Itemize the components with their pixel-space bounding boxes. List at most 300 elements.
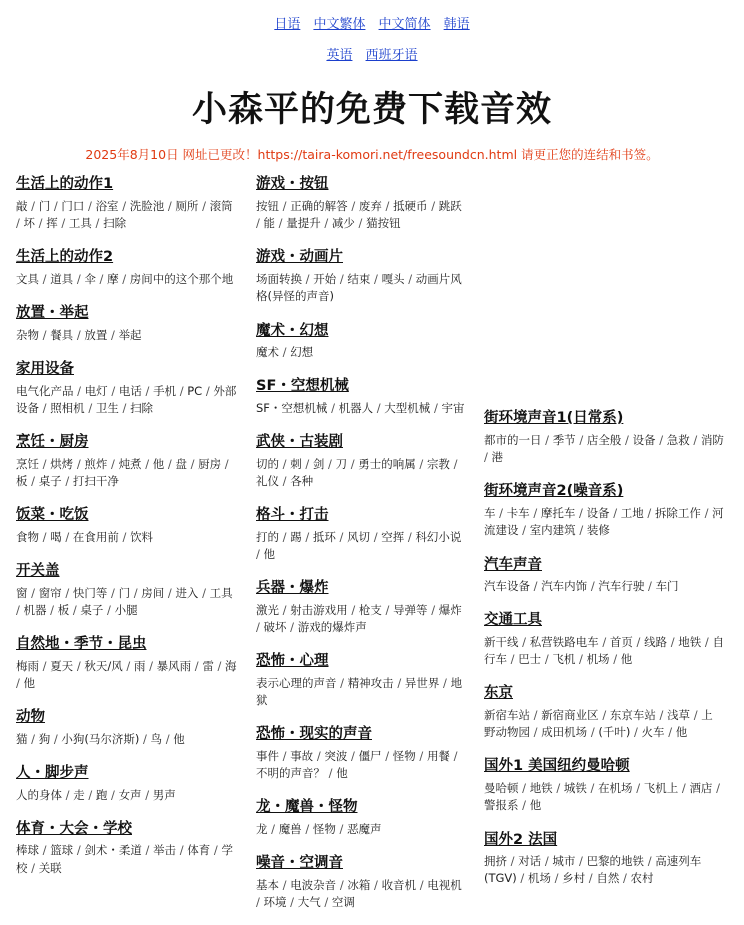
category-item-link[interactable]: 射击游戏用 <box>290 602 348 617</box>
category-item-link[interactable]: 嘎头 <box>381 272 405 286</box>
category-item-link[interactable]: 农村 <box>630 871 654 886</box>
item-separator: / <box>122 658 134 673</box>
category-item-list <box>484 578 724 595</box>
item-separator: / <box>404 529 416 544</box>
category-item-link[interactable]: 食物 <box>16 529 39 544</box>
item-separator: / <box>336 877 348 892</box>
category-item-link[interactable]: 空调 <box>331 895 355 910</box>
category-item-link[interactable]: 对话 <box>518 854 542 869</box>
category-item-link[interactable]: 机器 <box>23 602 47 617</box>
lang-link-zh-cn[interactable]: 中文简体 <box>378 17 431 32</box>
category-item-link[interactable]: 卡车 <box>506 506 530 520</box>
category-title-link[interactable]: 武侠・古装剧 <box>256 434 343 451</box>
item-separator: / <box>416 877 428 892</box>
category-title-link[interactable]: 开关盖 <box>16 563 60 579</box>
category-title-link[interactable]: 游戏・按钮 <box>256 176 329 193</box>
category-item-link[interactable]: 礼仪 <box>256 473 279 488</box>
category-item-link[interactable]: 梅雨 <box>16 658 39 673</box>
item-separator: / <box>16 602 24 617</box>
category-item-link[interactable]: 动画片风格(异怪的声音) <box>256 272 462 304</box>
item-separator: / <box>69 602 81 617</box>
item-separator: / <box>176 383 188 398</box>
category-item-link[interactable]: 空挥 <box>381 529 405 544</box>
lang-link-ja[interactable]: 日语 <box>274 17 301 32</box>
category-item-link[interactable]: 成田机场 <box>541 725 588 740</box>
category-title-link[interactable]: 游戏・动画片 <box>256 249 343 266</box>
category-title-link[interactable]: 街环境声音2(噪音系) <box>484 483 624 500</box>
category-item-link[interactable]: 都市的一日 <box>484 432 542 447</box>
category-item-link[interactable]: 摩 <box>107 272 119 286</box>
category-item-link[interactable]: 设备 <box>586 506 610 520</box>
category-item-link[interactable]: 首页 <box>609 634 633 649</box>
category-item-link[interactable]: 正确的解答 <box>290 198 348 213</box>
category-item-link[interactable]: 篮球 <box>50 843 74 858</box>
category-item-link[interactable]: 男声 <box>152 787 176 802</box>
category-item-link[interactable]: 曼哈顿 <box>484 781 519 795</box>
category-item-link[interactable]: 关联 <box>38 860 62 875</box>
category-item-link[interactable]: 新宿车站 <box>484 707 530 722</box>
category-item-link[interactable]: 废弃 <box>358 198 382 213</box>
item-separator: / <box>325 766 337 781</box>
category-item-link[interactable]: 魔术 <box>256 345 279 360</box>
category-item-link[interactable]: 手机 <box>153 383 177 398</box>
category-item-link[interactable]: 学校 <box>16 843 233 875</box>
item-separator: / <box>73 658 85 673</box>
category-item-link[interactable]: 宗教 <box>426 456 450 471</box>
category-item-link[interactable]: 他 <box>263 547 276 561</box>
category-item-link[interactable]: 卫生 <box>95 400 119 415</box>
category-item-link[interactable]: 工具 <box>209 585 233 600</box>
category-item-link[interactable]: 环境 <box>263 895 287 910</box>
category-item-link[interactable]: 枪支 <box>358 602 382 617</box>
category-title-link[interactable]: 放置・举起 <box>16 305 89 322</box>
category-item-link[interactable]: 电话 <box>118 383 142 398</box>
category-item-list <box>16 842 240 877</box>
item-separator: / <box>73 383 85 398</box>
category-item-link[interactable]: 烘烤 <box>50 456 74 471</box>
category-item-link[interactable]: 伞 <box>84 272 96 286</box>
category-item-link[interactable]: 自行车 <box>484 634 724 667</box>
category-item-link[interactable]: 酒店 <box>689 781 713 795</box>
category-item-link[interactable]: 收音机 <box>381 877 417 892</box>
category-item-link[interactable]: 机器人 <box>338 400 374 415</box>
category-title-link[interactable]: 汽车声音 <box>484 556 542 573</box>
category-item-link[interactable]: 私营铁路电车 <box>529 634 599 649</box>
category-item-link[interactable]: 煎炸 <box>84 456 108 471</box>
category-item-link[interactable]: 人的身体 <box>16 787 62 802</box>
category-item-link[interactable]: 按钮 <box>256 198 279 213</box>
item-separator: / <box>130 585 142 600</box>
category-item-link[interactable]: 体育 <box>187 843 211 858</box>
category-item-link[interactable]: 怪物 <box>392 748 416 763</box>
category-item-link[interactable]: 大气 <box>297 895 321 910</box>
category-title-link[interactable]: 东京 <box>484 685 513 702</box>
category-item-link[interactable]: 风切 <box>347 529 371 544</box>
category-item-link[interactable]: 电气化产品 <box>16 383 74 398</box>
item-separator: / <box>529 506 541 520</box>
category-item-link[interactable]: 龙 <box>256 822 268 836</box>
category-item-link[interactable]: 浴室 <box>95 198 119 213</box>
category-block <box>256 504 468 563</box>
category-item-link[interactable]: 游戏的爆炸声 <box>297 620 367 635</box>
category-item-link[interactable]: 车 <box>484 506 496 520</box>
category-item-link[interactable]: 开始 <box>313 272 337 286</box>
category-item-link[interactable]: 狗 <box>38 731 51 746</box>
category-item-list <box>256 748 468 783</box>
item-separator: / <box>373 400 385 415</box>
category-block <box>256 246 468 305</box>
category-item-link[interactable]: 他 <box>23 675 36 690</box>
category-item-link[interactable]: 怪物 <box>312 822 336 836</box>
category-item-list <box>16 585 240 620</box>
category-item-link[interactable]: 厕所 <box>175 198 199 213</box>
category-item-link[interactable]: 精神攻击 <box>347 675 394 690</box>
lang-link-es[interactable]: 西班牙语 <box>365 48 418 64</box>
category-item-link[interactable]: 敲 <box>16 198 28 213</box>
category-item-link[interactable]: 拥挤 <box>484 854 507 869</box>
category-item-link[interactable]: 东京车站 <box>609 707 656 722</box>
category-item-link[interactable]: 车门 <box>655 579 679 594</box>
category-item-link[interactable]: 不明的声音？ <box>256 766 325 781</box>
category-item-link[interactable]: 结束 <box>347 272 371 286</box>
category-item-link[interactable]: 打的 <box>256 529 279 544</box>
category-item-link[interactable]: 火车 <box>641 725 665 740</box>
category-block <box>484 480 724 539</box>
category-item-link[interactable]: 河流建设 <box>484 506 724 538</box>
category-item-link[interactable]: 巴士 <box>518 652 542 667</box>
category-item-link[interactable]: 他 <box>152 456 165 471</box>
category-item-link[interactable]: 他 <box>529 798 542 813</box>
item-separator: / <box>324 456 336 471</box>
item-separator: / <box>619 871 631 886</box>
category-title-link[interactable]: SF・空想机械 <box>256 378 349 395</box>
category-title-link[interactable]: 兵器・爆炸 <box>256 580 329 597</box>
item-separator: / <box>279 345 291 360</box>
category-item-link[interactable]: 炖煮 <box>118 456 142 471</box>
category-item-link[interactable]: 跳跃 <box>438 198 462 213</box>
category-item-link[interactable]: 在食用前 <box>72 529 119 544</box>
category-item-link[interactable]: 烹饪 <box>16 456 39 471</box>
category-title-link[interactable]: 生活上的动作1 <box>16 176 114 193</box>
category-item-link[interactable]: 地狱 <box>256 675 463 708</box>
category-item-link[interactable]: 表示心理的声音 <box>256 675 337 690</box>
item-separator: / <box>575 506 587 520</box>
category-item-link[interactable]: 新干线 <box>484 634 519 649</box>
item-separator: / <box>103 602 115 617</box>
item-separator: / <box>62 787 74 802</box>
item-separator: / <box>449 748 458 763</box>
category-title-link[interactable]: 恐怖・现实的声音 <box>256 726 372 743</box>
category-item-link[interactable]: 雨 <box>133 658 146 673</box>
category-item-link[interactable]: 飞机 <box>552 652 576 667</box>
lang-link-zh-tw[interactable]: 中文繁体 <box>313 17 366 32</box>
category-item-link[interactable]: 电视机 <box>427 877 462 892</box>
category-item-link[interactable]: 文具 <box>16 272 39 286</box>
category-item-link[interactable]: 事件 <box>256 748 279 763</box>
category-item-link[interactable]: 电灯 <box>84 383 108 398</box>
category-block <box>256 723 468 782</box>
item-separator: / <box>256 547 264 561</box>
category-item-link[interactable]: 抵硬币 <box>393 198 428 213</box>
category-item-link[interactable]: 厨房 <box>198 456 222 471</box>
category-item-link[interactable]: 雷 <box>202 658 214 673</box>
category-item-link[interactable]: 巴黎的地铁 <box>586 854 645 869</box>
language-row-2 <box>0 38 744 69</box>
category-item-link[interactable]: SF・空想机械 <box>256 400 328 415</box>
category-title-link[interactable]: 国外1 美国纽约曼哈顿 <box>484 758 630 775</box>
category-item-link[interactable]: 急救 <box>666 432 690 447</box>
category-item-link[interactable]: 举击 <box>153 843 177 858</box>
category-item-link[interactable]: 能 <box>263 216 276 231</box>
category-item-link[interactable]: 秋天/风 <box>84 658 123 673</box>
category-item-link[interactable]: 飞机上 <box>643 781 679 795</box>
item-separator: / <box>27 731 39 746</box>
category-item-link[interactable]: PC <box>187 383 203 398</box>
category-item-link[interactable]: 进入 <box>175 585 199 600</box>
category-item-link[interactable]: 餐具 <box>50 327 74 342</box>
item-separator: / <box>141 456 153 471</box>
category-item-link[interactable]: 汽车内饰 <box>541 579 588 594</box>
item-separator: / <box>347 748 359 763</box>
category-item-link[interactable]: 海 <box>225 658 237 673</box>
item-separator: / <box>587 725 599 740</box>
category-item-link[interactable]: 窗 <box>16 585 28 600</box>
item-separator: / <box>61 585 73 600</box>
category-item-link[interactable]: 扫除 <box>130 400 154 415</box>
item-separator: / <box>427 602 439 617</box>
category-item-link[interactable]: 照相机 <box>50 400 85 415</box>
category-item-link[interactable]: 魔兽 <box>278 822 302 836</box>
category-item-link[interactable]: 异世界 <box>404 675 440 690</box>
category-title-link[interactable]: 人・脚步声 <box>16 764 89 781</box>
category-item-link[interactable]: 大型机械 <box>384 400 431 415</box>
category-title-link[interactable]: 街环境声音1(日常系) <box>484 410 624 427</box>
category-item-link[interactable]: 激光 <box>256 602 279 617</box>
category-item-link[interactable]: 他 <box>336 766 348 781</box>
category-item-link[interactable]: 猫按钮 <box>366 216 401 231</box>
category-item-link[interactable]: 工地 <box>620 506 644 520</box>
item-separator: / <box>275 216 287 231</box>
category-item-link[interactable]: 幻想 <box>290 345 314 360</box>
category-item-link[interactable]: 科幻小说 <box>415 529 462 544</box>
item-separator: / <box>118 272 130 286</box>
category-item-link[interactable]: 各种 <box>290 473 314 488</box>
item-separator: / <box>484 450 492 465</box>
category-item-link[interactable]: 季节 <box>552 432 576 447</box>
category-item-link[interactable]: 走 <box>73 787 85 802</box>
category-block <box>256 650 468 709</box>
category-title-link[interactable]: 家用设备 <box>16 361 74 378</box>
category-item-link[interactable]: 举起 <box>118 327 142 342</box>
category-item-link[interactable]: 板 <box>57 602 70 617</box>
category-item-link[interactable]: 恶魔声 <box>347 822 382 836</box>
category-item-link[interactable]: 消防 <box>700 432 724 447</box>
category-title-link[interactable]: 交通工具 <box>484 612 542 629</box>
category-item-link[interactable]: 切的 <box>256 456 279 471</box>
category-item-link[interactable]: 猫 <box>16 731 28 746</box>
category-title-link[interactable]: 格斗・打击 <box>256 507 329 524</box>
category-title-link[interactable]: 恐怖・心理 <box>256 653 329 670</box>
category-item-link[interactable]: 刀 <box>335 456 348 471</box>
category-item-link[interactable]: 门 <box>38 198 51 213</box>
category-item-link[interactable]: 房间中的这个那个地 <box>129 272 234 286</box>
item-separator: / <box>347 198 359 213</box>
category-item-link[interactable]: 地铁 <box>529 781 553 795</box>
category-item-link[interactable]: 快门等 <box>72 585 108 600</box>
item-separator: / <box>256 895 264 910</box>
category-block <box>484 682 724 741</box>
category-item-link[interactable]: 盘 <box>175 456 187 471</box>
category-item-link[interactable]: 桌子 <box>38 473 62 488</box>
category-item-link[interactable]: 刺 <box>290 456 302 471</box>
item-separator: / <box>370 272 382 286</box>
item-separator: / <box>632 781 644 795</box>
category-item-link[interactable]: 剑术・柔道 <box>84 843 142 858</box>
category-block <box>16 246 240 288</box>
category-item-link[interactable]: 房间 <box>141 585 165 600</box>
category-item-link[interactable]: 拆除工作 <box>654 506 701 520</box>
category-item-link[interactable]: 室内建筑 <box>529 523 576 538</box>
category-item-link[interactable]: 道具 <box>50 272 74 286</box>
page-title: 小森平的免费下载音效 <box>191 90 552 131</box>
category-item-link[interactable]: 饮料 <box>130 529 154 544</box>
category-item-link[interactable]: 跑 <box>95 787 108 802</box>
category-item-link[interactable]: 摩托车 <box>540 506 576 520</box>
category-item-link[interactable]: 警报系 <box>484 798 519 813</box>
item-separator: / <box>73 327 85 342</box>
category-item-link[interactable]: 宇宙 <box>441 400 465 415</box>
item-separator: / <box>700 506 713 520</box>
category-title-link[interactable]: 国外2 法国 <box>484 831 558 848</box>
category-item-list <box>484 853 724 888</box>
category-item-link[interactable]: 夏天 <box>50 658 74 673</box>
category-item-link[interactable]: 减少 <box>331 216 355 231</box>
category-item-link[interactable]: 线路 <box>644 634 668 649</box>
category-item-link[interactable]: 挥 <box>46 216 58 231</box>
category-item-link[interactable]: 门口 <box>61 198 85 213</box>
category-item-link[interactable]: 冰箱 <box>347 877 371 892</box>
category-item-link[interactable]: 他 <box>675 725 688 740</box>
lang-link-ko[interactable]: 韩语 <box>443 17 470 32</box>
category-item-link[interactable]: 上野动物园 <box>484 707 713 740</box>
category-item-link[interactable]: 地铁 <box>678 634 702 649</box>
category-item-link[interactable]: 洗脸池 <box>129 198 165 213</box>
category-item-link[interactable]: 暴风雨 <box>156 658 192 673</box>
item-separator: / <box>575 652 587 667</box>
category-item-link[interactable]: 他 <box>173 731 185 746</box>
category-item-link[interactable]: 自然 <box>596 871 620 886</box>
category-item-link[interactable]: 机场 <box>586 652 610 667</box>
item-separator: / <box>118 198 130 213</box>
category-item-link[interactable]: 桌子 <box>80 602 104 617</box>
category-item-link[interactable]: 在机场 <box>598 781 633 795</box>
category-title-link[interactable]: 噪音・空调音 <box>256 855 343 872</box>
category-item-link[interactable]: 乡村 <box>562 871 586 886</box>
category-item-link[interactable]: 量提升 <box>286 216 321 231</box>
category-item-link[interactable]: 抵环 <box>312 529 336 544</box>
category-item-list <box>16 327 240 344</box>
category-block <box>256 431 468 490</box>
category-title-link[interactable]: 烹饪・厨房 <box>16 434 89 451</box>
category-item-link[interactable]: 城铁 <box>563 781 587 795</box>
category-title-link[interactable]: 动物 <box>16 709 45 726</box>
category-title-link[interactable]: 魔术・幻想 <box>256 322 329 339</box>
category-item-link[interactable]: 放置 <box>84 327 108 342</box>
item-separator: / <box>176 843 188 858</box>
category-item-link[interactable]: 新宿商业区 <box>541 707 599 722</box>
category-item-link[interactable]: 杂物 <box>16 327 39 342</box>
category-item-link[interactable]: 港 <box>491 450 504 465</box>
category-item-link[interactable]: 汽车设备 <box>484 579 530 594</box>
item-separator: / <box>84 400 96 415</box>
category-item-link[interactable]: 爆炸 <box>438 602 462 617</box>
category-item-link[interactable]: 店全般 <box>586 432 622 447</box>
category-title-link[interactable]: 自然地・季节・昆虫 <box>16 636 147 653</box>
category-item-link[interactable]: 剑 <box>312 456 325 471</box>
category-item-link[interactable]: 电波杂音 <box>290 877 337 892</box>
category-item-link[interactable]: 坏 <box>23 216 36 231</box>
category-item-link[interactable]: 场面转换 <box>256 272 302 286</box>
category-item-link[interactable]: 窗帘 <box>38 585 62 600</box>
category-item-link[interactable]: 他 <box>620 652 633 667</box>
category-item-link[interactable]: 外部设备 <box>16 383 237 415</box>
category-block <box>256 852 468 911</box>
category-item-link[interactable]: 用餐 <box>426 748 450 763</box>
category-item-link[interactable]: 装修 <box>586 523 610 538</box>
lang-link-en[interactable]: 英语 <box>326 48 353 64</box>
category-item-link[interactable]: 僵尸 <box>358 748 382 763</box>
category-item-link[interactable]: 滚筒 <box>209 198 233 213</box>
category-item-link[interactable]: 扫除 <box>103 216 127 231</box>
category-title-link[interactable]: 生活上的动作2 <box>16 249 114 266</box>
category-item-link[interactable]: 门 <box>118 585 131 600</box>
category-item-link[interactable]: 勇士的响属 <box>358 456 416 471</box>
category-item-link[interactable]: 设备 <box>632 432 656 447</box>
item-separator: / <box>301 822 313 836</box>
category-item-link[interactable]: 板 <box>16 473 28 488</box>
category-item-link[interactable]: 汽车行驶 <box>598 579 645 594</box>
category-block <box>16 504 240 546</box>
item-separator: / <box>202 383 214 398</box>
category-item-link[interactable]: 突波 <box>324 748 348 763</box>
category-item-link[interactable]: 踢 <box>290 529 302 544</box>
category-item-link[interactable]: 鸟 <box>150 731 163 746</box>
category-item-link[interactable]: 城市 <box>552 854 576 869</box>
category-item-link[interactable]: 高速列车(TGV) <box>484 854 702 886</box>
category-item-list <box>256 400 468 417</box>
category-item-link[interactable]: 浅草 <box>667 707 691 722</box>
category-item-link[interactable]: 棒球 <box>16 843 39 858</box>
category-item-link[interactable]: 小腿 <box>114 602 138 617</box>
category-item-link[interactable]: 喝 <box>50 529 62 544</box>
category-item-link[interactable]: 事故 <box>290 748 314 763</box>
item-separator: / <box>655 432 667 447</box>
category-title-link[interactable]: 饭菜・吃饭 <box>16 507 89 524</box>
category-item-list <box>256 877 468 912</box>
item-separator: / <box>530 579 542 594</box>
category-item-link[interactable]: 基本 <box>256 877 279 892</box>
category-item-link[interactable]: 导弹等 <box>393 602 428 617</box>
category-item-link[interactable]: 破坏 <box>263 620 287 635</box>
category-item-link[interactable]: 小狗(马尔济斯) <box>61 731 140 746</box>
category-item-link[interactable]: 工具 <box>68 216 92 231</box>
category-item-link[interactable]: 女声 <box>118 787 142 802</box>
category-item-link[interactable]: 打扫干净 <box>72 473 119 488</box>
category-title-link[interactable]: 龙・魔兽・怪物 <box>256 799 358 816</box>
category-item-link[interactable]: 机场 <box>527 871 551 886</box>
category-title-link[interactable]: 体育・大会・学校 <box>16 820 132 837</box>
category-item-link[interactable]: (千叶) <box>598 725 631 740</box>
